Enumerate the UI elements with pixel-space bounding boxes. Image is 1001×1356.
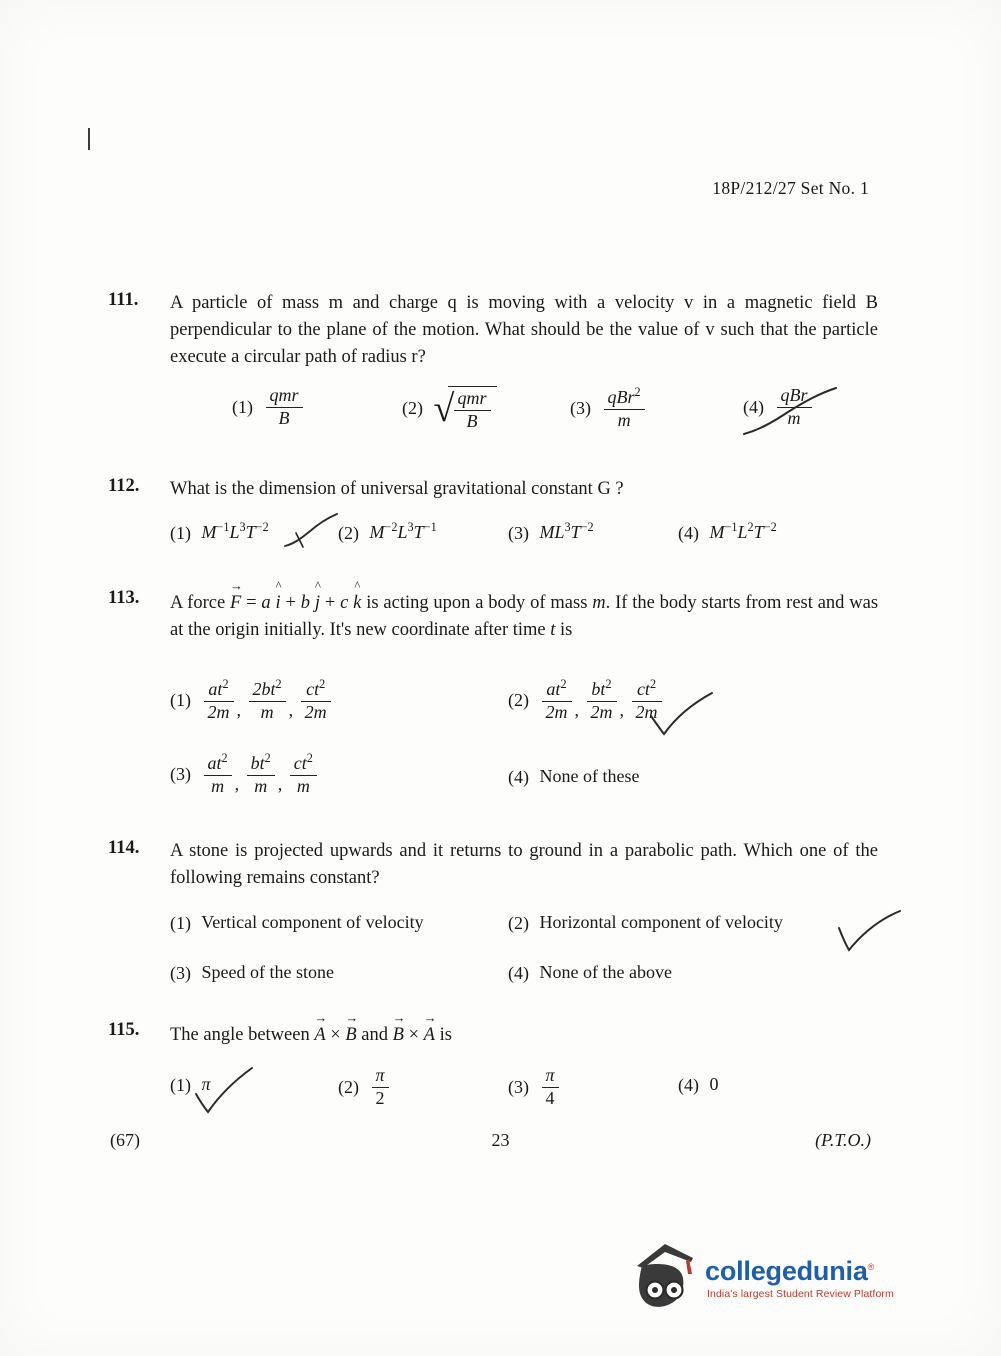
option-math: $\frac{at^2}{2m}$ , $\frac{bt^2}{2m}$ , $\frac{ct^2}{2m}$ — [540, 678, 664, 723]
option-math: $\frac{\pi}{2}$ — [370, 1066, 391, 1109]
watermark-brand: collegedunia® — [705, 1256, 875, 1286]
option-label: (4) — [508, 963, 529, 984]
option-label: (4) — [678, 523, 699, 544]
question-text: The angle between → A × → B and → B × → A is — [170, 1010, 452, 1045]
option-math: $\frac{at^2}{2m}$ , $\frac{2bt^2}{m}$ , $\frac{ct^2}{2m}$ — [202, 678, 333, 723]
option-label: (3) — [508, 523, 529, 544]
option-math: $\frac{\text{qmr}}{B}$ — [264, 386, 305, 429]
option-label: (2) — [508, 913, 529, 934]
option-math: $\frac{qBr^2}{m}$ — [602, 386, 647, 431]
option-text: Vertical component of velocity — [201, 912, 424, 932]
option-113-3[interactable] — [170, 752, 319, 797]
question-block-112 — [108, 476, 878, 503]
option-112-3[interactable] — [508, 520, 594, 544]
option-label: (3) — [170, 763, 191, 784]
hat-icon: ^ — [354, 578, 361, 593]
vector-arrow-icon: → — [314, 1010, 328, 1025]
page-number: 23 — [491, 1130, 510, 1150]
option-text: None of the above — [539, 962, 672, 982]
option-114-3[interactable] — [170, 962, 334, 984]
option-111-4[interactable] — [743, 386, 814, 429]
option-label: (2) — [402, 398, 423, 419]
option-label: (1) — [170, 1075, 191, 1096]
option-112-1[interactable] — [170, 520, 269, 544]
page-header-code: 18P/212/27 Set No. 1 — [712, 178, 869, 198]
option-115-4[interactable] — [678, 1074, 719, 1096]
option-label: (1) — [170, 523, 191, 544]
option-label: (4) — [508, 767, 529, 788]
option-text: Horizontal component of velocity — [539, 912, 783, 932]
option-111-1[interactable] — [232, 386, 305, 429]
option-115-2[interactable] — [338, 1066, 391, 1109]
question-block-113 — [108, 578, 879, 644]
option-math: $M^{-2}L^3T^{-1}$ — [369, 520, 437, 542]
footer-pto: (P.T.O.) — [815, 1130, 871, 1150]
option-113-2[interactable] — [508, 678, 664, 723]
option-111-2[interactable] — [402, 386, 497, 432]
option-math: π — [201, 1074, 211, 1094]
option-114-4[interactable] — [508, 962, 672, 984]
option-label: (2) — [338, 1076, 359, 1097]
question-block-111 — [108, 290, 878, 370]
option-label: (1) — [170, 913, 191, 934]
option-label: (3) — [508, 1076, 529, 1097]
option-115-1[interactable] — [170, 1074, 211, 1096]
question-text: A stone is projected upwards and it returns to ground in a parabolic path. Which one of the following remains constant? — [170, 841, 878, 888]
option-math: $\frac{\text{qBr}}{m}$ — [775, 386, 814, 429]
option-label: (4) — [743, 396, 764, 417]
option-math: 0 — [709, 1074, 719, 1094]
footer-booklet-code: (67) — [110, 1130, 140, 1150]
question-number: 115. — [108, 1020, 140, 1040]
vector-arrow-icon: → — [230, 578, 243, 593]
hat-icon: ^ — [275, 578, 282, 593]
option-112-2[interactable] — [338, 520, 437, 544]
question-number: 113. — [108, 588, 140, 608]
option-112-4[interactable] — [678, 520, 777, 544]
vector-arrow-icon: → — [392, 1010, 406, 1025]
watermark-tagline: India's largest Student Review Platform — [707, 1288, 894, 1300]
question-block-114 — [108, 838, 878, 892]
option-math: $M^{-1}L^2T^{-2}$ — [709, 520, 777, 542]
pen-mark-answer-112 — [283, 512, 343, 557]
option-label: (1) — [232, 396, 253, 417]
pen-mark-answer-114 — [836, 906, 906, 954]
option-label: (3) — [170, 963, 191, 984]
question-text: A particle of mass m and charge q is moving with a velocity v in a magnetic field B perpendicular to the plane of the motion. What should be the value of v such that the particle execute a circular path of radius r? — [170, 293, 878, 367]
option-label: (2) — [508, 689, 529, 710]
option-math: $\frac{at^2}{m}$ , $\frac{bt^2}{m}$ , $\frac{ct^2}{m}$ — [202, 752, 319, 797]
option-label: (3) — [570, 397, 591, 418]
option-113-4[interactable] — [508, 766, 639, 788]
vector-arrow-icon: → — [423, 1010, 437, 1025]
question-number: 111. — [108, 290, 139, 310]
question-number: 112. — [108, 476, 140, 496]
option-text: None of these — [539, 766, 640, 786]
page-edge-tick-mark — [88, 128, 90, 150]
option-math: $ML^3T^{-2}$ — [539, 520, 594, 542]
option-113-1[interactable] — [170, 678, 333, 723]
question-text: A force → F = a ^ i + b ^ j + c ^ k is acting upon a body of mass m. If the body starts from rest and was at the origin initially. It's new coordinate after time t is — [170, 578, 879, 640]
collegedunia-watermark — [631, 1238, 894, 1318]
option-math: $M^{-1}L^3T^{-2}$ — [201, 520, 269, 542]
question-text: What is the dimension of universal gravitational constant G ? — [170, 479, 624, 499]
radical-icon: √ — [433, 387, 455, 430]
option-label: (4) — [678, 1075, 699, 1096]
option-label: (1) — [170, 689, 191, 710]
question-number: 114. — [108, 838, 140, 858]
graduate-avatar-icon — [631, 1240, 697, 1312]
question-block-115 — [108, 1010, 878, 1049]
option-label: (2) — [338, 523, 359, 544]
option-math: $\frac{\pi}{4}$ — [540, 1066, 561, 1109]
vector-arrow-icon: → — [345, 1010, 359, 1025]
option-math: √ $\frac{\text{qmr}}{B}$ — [434, 386, 497, 432]
option-111-3[interactable] — [570, 386, 647, 431]
option-115-3[interactable] — [508, 1066, 561, 1109]
option-text: Speed of the stone — [201, 962, 334, 982]
option-114-1[interactable] — [170, 912, 424, 934]
hat-icon: ^ — [314, 578, 321, 593]
option-114-2[interactable] — [508, 912, 783, 934]
